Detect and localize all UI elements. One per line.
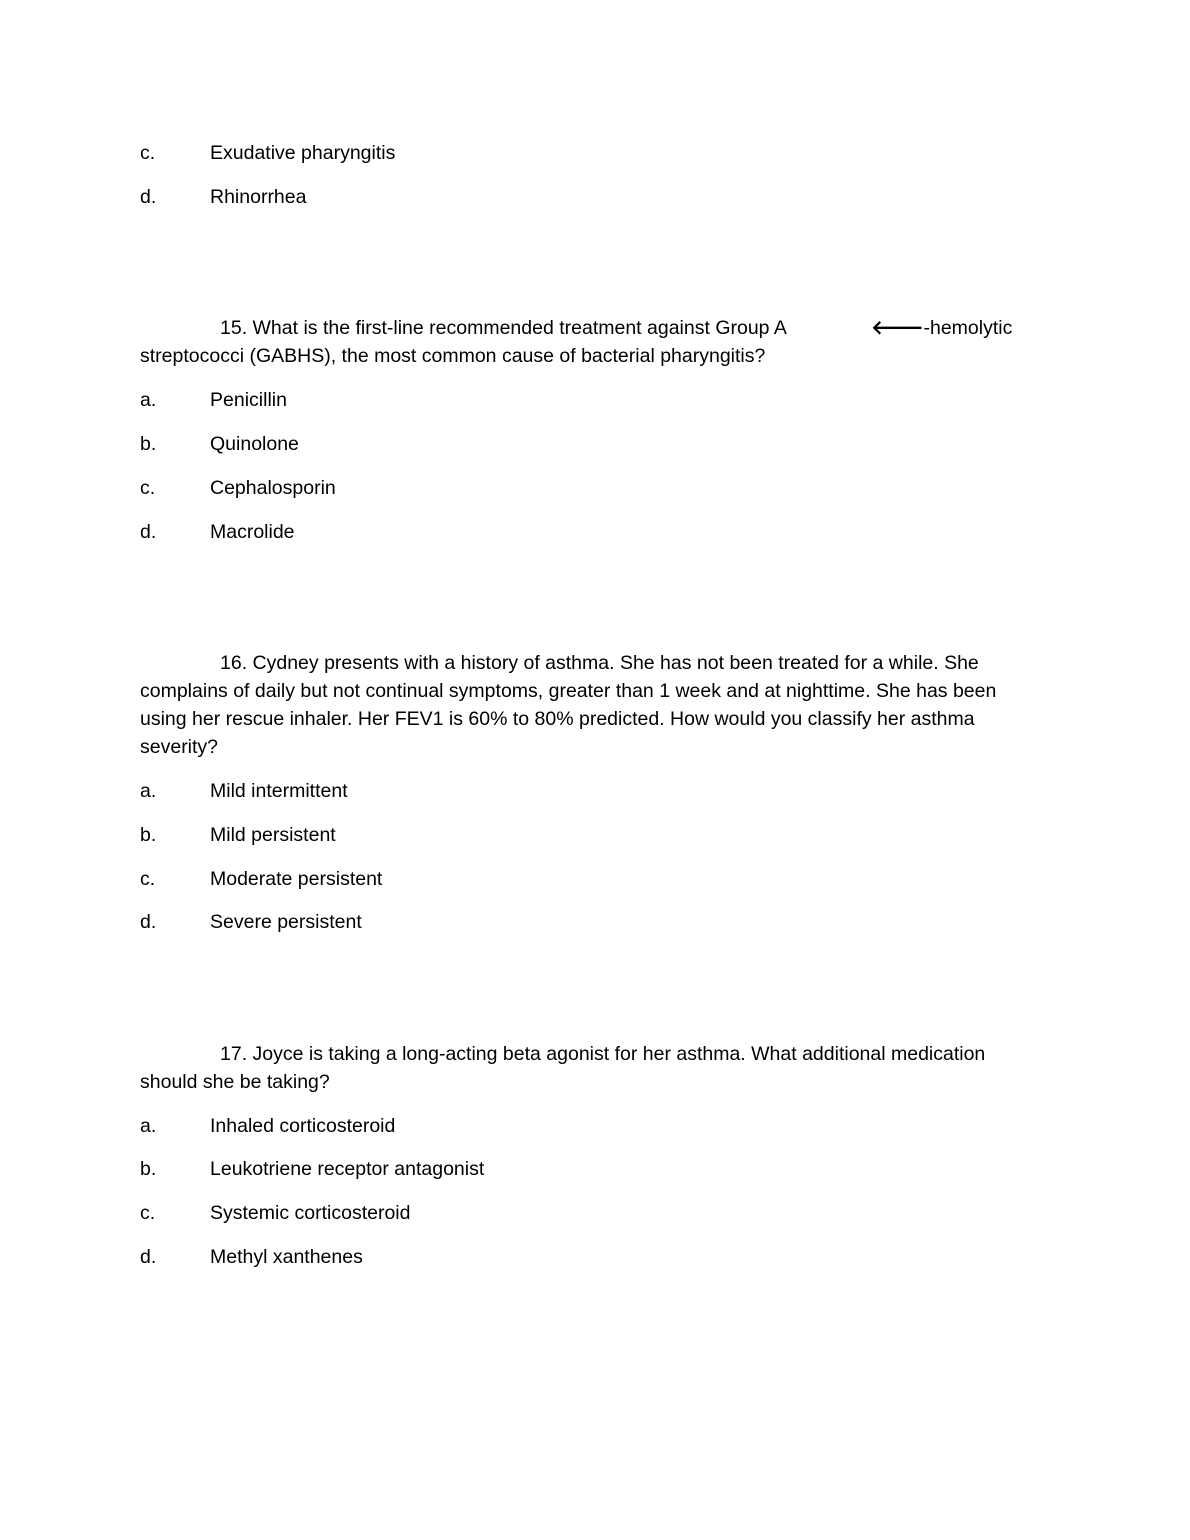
- option-letter: d.: [140, 186, 157, 208]
- option-letter: b.: [140, 1158, 157, 1180]
- question-text-part2: -hemolytic streptococci (GABHS), the most common cause of bacterial pharyngitis?: [140, 317, 1013, 367]
- question-number: 15.: [220, 317, 248, 339]
- option-letter: b.: [140, 433, 157, 455]
- option-text: Penicillin: [210, 389, 287, 411]
- question-16: [140, 649, 1030, 761]
- option-letter: c.: [140, 1202, 156, 1224]
- option-text: Inhaled corticosteroid: [210, 1115, 396, 1137]
- question-15: [140, 314, 1030, 370]
- option-letter: a.: [140, 389, 157, 411]
- option-text: Mild persistent: [210, 824, 336, 846]
- option-text: Leukotriene receptor antagonist: [210, 1158, 485, 1180]
- option-letter: d.: [140, 1246, 157, 1268]
- question-number: 17.: [220, 1043, 248, 1065]
- left-arrow-icon: 🡐: [871, 317, 924, 339]
- option-text: Quinolone: [210, 433, 299, 455]
- option-letter: d.: [140, 521, 157, 543]
- question-text: Joyce is taking a long-acting beta agonist for her asthma. What additional medication should she be taking?: [140, 1043, 986, 1093]
- option-letter: a.: [140, 780, 157, 802]
- question-text-part1: What is the first-line recommended treatment against Group A: [252, 317, 792, 339]
- question-17: [140, 1040, 1030, 1096]
- question-text: Cydney presents with a history of asthma. She has not been treated for a while. She complains of daily but not continual symptoms, greater than 1 week and at nighttime. She has been using her rescue inhaler. Her FEV1 is 60% to 80% predicted. How would you classify her asthma severity?: [140, 652, 997, 758]
- question-number: 16.: [220, 652, 248, 674]
- option-letter: c.: [140, 477, 156, 499]
- option-text: Macrolide: [210, 521, 295, 543]
- option-letter: d.: [140, 911, 157, 933]
- option-text: Systemic corticosteroid: [210, 1202, 411, 1224]
- option-letter: c.: [140, 142, 156, 164]
- option-text: Cephalosporin: [210, 477, 336, 499]
- option-text: Exudative pharyngitis: [210, 142, 396, 164]
- option-text: Mild intermittent: [210, 780, 348, 802]
- option-letter: c.: [140, 868, 156, 890]
- option-letter: b.: [140, 824, 157, 846]
- option-letter: a.: [140, 1115, 157, 1137]
- option-text: Moderate persistent: [210, 868, 383, 890]
- option-text: Severe persistent: [210, 911, 362, 933]
- option-text: Methyl xanthenes: [210, 1246, 363, 1268]
- option-text: Rhinorrhea: [210, 186, 307, 208]
